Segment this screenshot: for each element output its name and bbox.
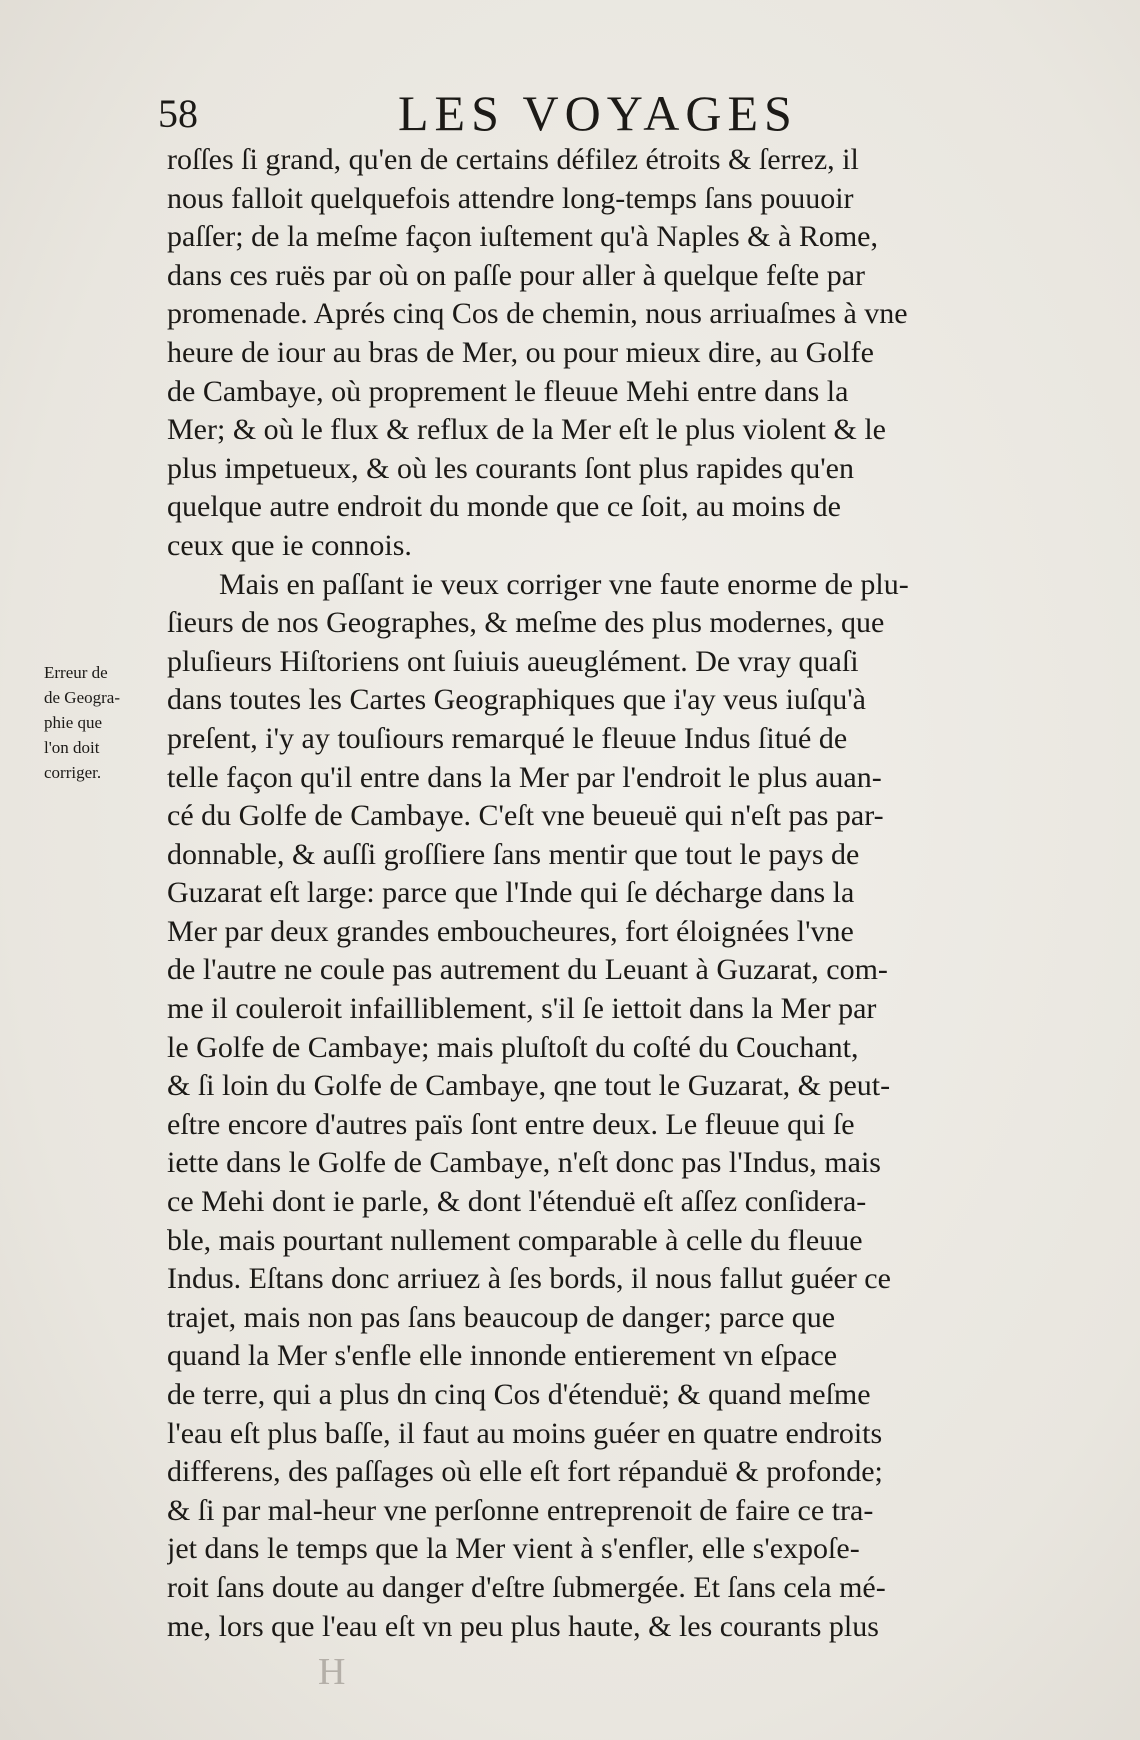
text-line: promenade. Aprés cinq Cos de chemin, nous arriuaſmes à vne: [167, 297, 908, 331]
text-line: ce Mehi dont ie parle, & dont l'étenduë eſt aſſez conſidera-: [167, 1185, 867, 1219]
running-title: LES VOYAGES: [398, 85, 798, 141]
text-line: l'eau eſt plus baſſe, il faut au moins guéer en quatre endroits: [167, 1416, 883, 1450]
text-line: de terre, qui a plus dn cinq Cos d'étenduë; & quand meſme: [167, 1378, 871, 1411]
margin-note-line: de Geogra-: [44, 688, 120, 707]
margin-note-line: l'on doit: [44, 738, 100, 757]
page-number: 58: [158, 91, 198, 136]
text-line: cé du Golfe de Cambaye. C'eſt vne beueuë qui n'eſt pas par-: [167, 799, 884, 833]
text-line: telle façon qu'il entre dans la Mer par l'endroit le plus auan-: [167, 760, 882, 794]
text-line: me il couleroit infailliblement, s'il ſe iettoit dans la Mer par: [167, 992, 877, 1026]
text-line: iette dans le Golfe de Cambaye, n'eſt donc pas l'Indus, mais: [167, 1146, 881, 1180]
text-line: Indus. Eſtans donc arriuez à ſes bords, il nous fallut guéer ce: [167, 1262, 891, 1296]
text-line: ceux que ie connois.: [167, 528, 412, 562]
text-line: & ſi loin du Golfe de Cambaye, qne tout le Guzarat, & peut-: [167, 1069, 891, 1103]
text-line: Guzarat eſt large: parce que l'Inde qui ſe décharge dans la: [167, 876, 855, 910]
text-line: Mais en paſſant ie veux corriger vne faute enorme de plu-: [219, 567, 909, 601]
text-line: dans toutes les Cartes Geographiques que i'ay veus iuſqu'à: [167, 683, 866, 717]
text-line: donnable, & auſſi groſſiere ſans mentir que tout le pays de: [167, 837, 860, 871]
text-line: nous falloit quelquefois attendre long-temps ſans pouuoir: [167, 181, 854, 215]
text-line: de l'autre ne coule pas autrement du Leuant à Guzarat, com-: [167, 953, 888, 987]
text-line: & ſi par mal-heur vne perſonne entreprenoit de faire ce tra-: [167, 1493, 874, 1527]
text-line: preſent, i'y ay touſiours remarqué le fleuue Indus ſitué de: [167, 721, 848, 755]
text-line: jet dans le temps que la Mer vient à s'enfler, elle s'expoſe-: [167, 1532, 860, 1566]
text-line: ble, mais pourtant nullement comparable à celle du fleuue: [167, 1223, 863, 1257]
text-line: ſieurs de nos Geographes, & meſme des plus modernes, que: [167, 606, 885, 640]
text-line: dans ces ruës par où on paſſe pour aller à quelque feſte par: [167, 258, 866, 292]
text-line: quand la Mer s'enfle elle innonde entierement vn eſpace: [167, 1339, 838, 1373]
signature-mark: H: [318, 1651, 350, 1693]
text-line: Mer par deux grandes emboucheures, fort éloignées l'vne: [167, 914, 854, 948]
text-line: de Cambaye, où proprement le fleuue Mehi entre dans la: [167, 374, 849, 408]
text-line: trajet, mais non pas ſans beaucoup de danger; parce que: [167, 1300, 836, 1334]
text-line: Mer; & où le flux & reflux de la Mer eſt le plus violent & le: [167, 413, 886, 447]
text-line: eſtre encore d'autres païs ſont entre deux. Le fleuue qui ſe: [167, 1107, 855, 1141]
margin-note-line: corriger.: [44, 763, 102, 782]
margin-note: [44, 660, 166, 785]
text-line: le Golfe de Cambaye; mais pluſtoſt du coſté du Couchant,: [167, 1030, 859, 1064]
text-line: quelque autre endroit du monde que ce ſoit, au moins de: [167, 490, 841, 524]
text-line: pluſieurs Hiſtoriens ont ſuiuis aueuglément. De vray quaſi: [167, 644, 859, 678]
body-text: [167, 141, 1082, 1646]
page-header: [158, 82, 1078, 142]
margin-note-line: Erreur de: [44, 663, 108, 682]
text-line: heure de iour au bras de Mer, ou pour mieux dire, au Golfe: [167, 335, 874, 369]
text-line: me, lors que l'eau eſt vn peu plus haute, & les courants plus: [167, 1609, 879, 1643]
margin-note-line: phie que: [44, 713, 103, 732]
text-line: roſſes ſi grand, qu'en de certains défilez étroits & ſerrez, il: [167, 143, 859, 176]
text-line: roit ſans doute au danger d'eſtre ſubmergée. Et ſans cela mé-: [167, 1570, 886, 1604]
text-line: differens, des paſſages où elle eſt fort répanduë & profonde;: [167, 1455, 883, 1489]
text-line: paſſer; de la meſme façon iuſtement qu'à Naples & à Rome,: [167, 220, 878, 254]
text-line: plus impetueux, & où les courants ſont plus rapides qu'en: [167, 451, 854, 485]
